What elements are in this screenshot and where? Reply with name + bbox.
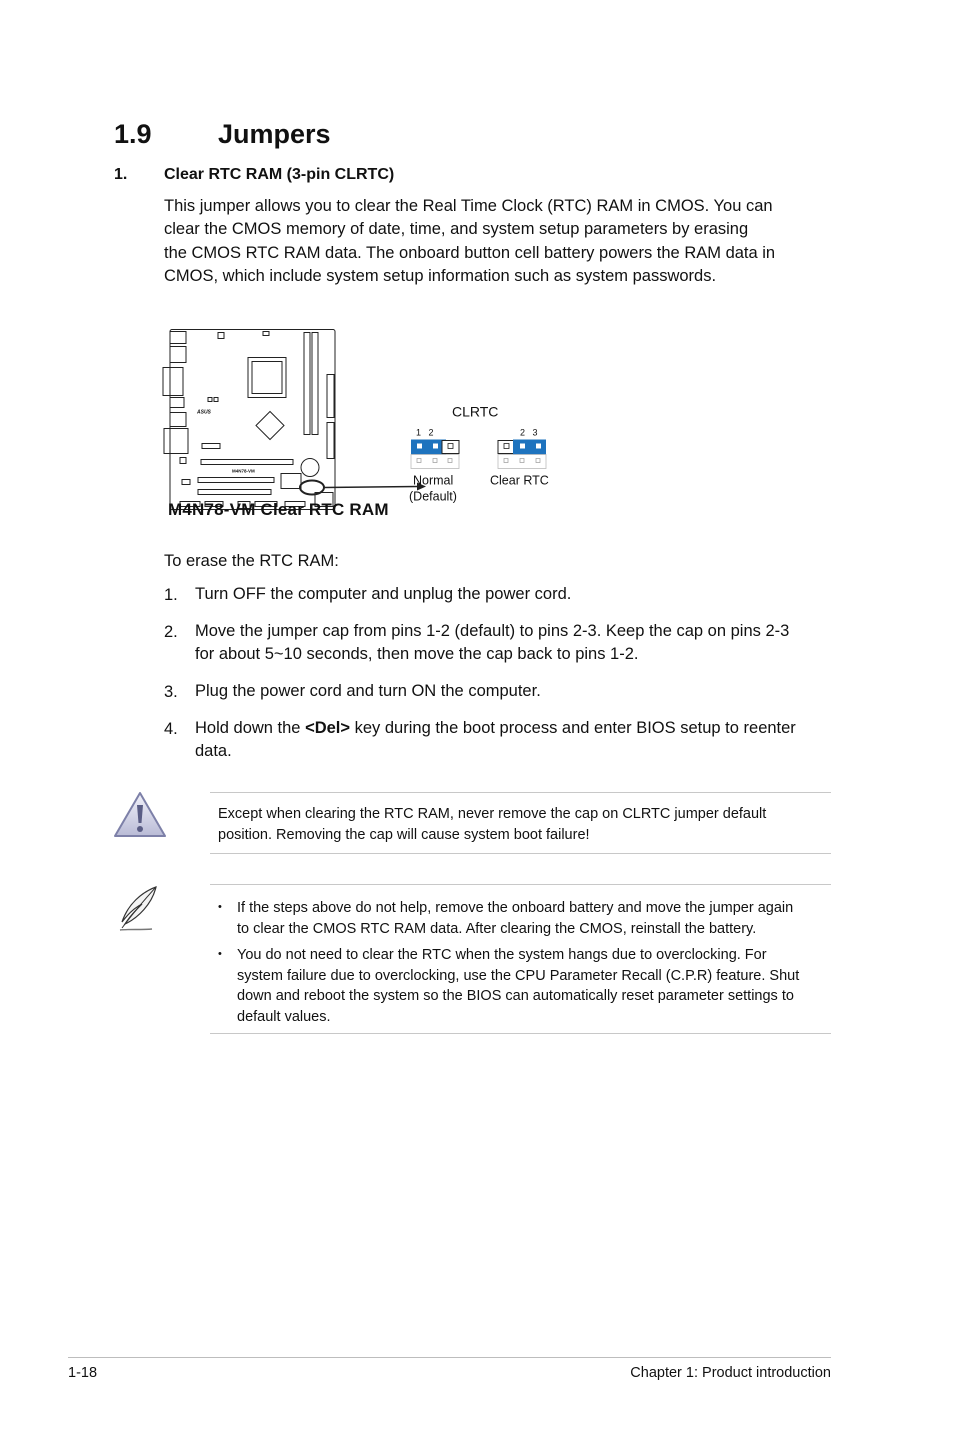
- note-text: [237, 898, 793, 939]
- note-line: If the steps above do not help, remove the onboard battery and move the jumper again: [237, 900, 794, 916]
- jumper-name: CLRTC: [452, 403, 499, 420]
- motherboard-diagram: [163, 330, 335, 510]
- step-text: [195, 680, 541, 703]
- step-text-post: key during the boot process and enter BIOS setup to reenter: [350, 719, 796, 737]
- step-text-pre: Hold down the: [195, 719, 306, 737]
- step-line: Move the jumper cap from pins 1-2 (default) to pins 2-3. Keep the cap on pins 2-3: [195, 622, 790, 640]
- note-line: You do not need to clear the RTC when the system hangs due to overclocking. For: [237, 947, 767, 963]
- clrtc-jumper-figure: [160, 305, 580, 530]
- jumper-clear: [498, 440, 546, 469]
- paragraph-line: the CMOS RTC RAM data. The onboard button cell battery powers the RAM data in: [164, 243, 776, 262]
- page-number: 1-18: [68, 1365, 98, 1381]
- paragraph-line: CMOS, which include system setup information such as system passwords.: [164, 266, 717, 285]
- step-number: 4.: [164, 720, 178, 738]
- item-title: Clear RTC RAM (3-pin CLRTC): [164, 166, 395, 183]
- paragraph-line: clear the CMOS memory of date, time, and system setup parameters by erasing: [164, 220, 749, 239]
- quill-pen-icon: [112, 884, 164, 936]
- step-line: data.: [195, 742, 232, 761]
- note-line: system failure due to overclocking, use the CPU Parameter Recall (C.P.R) feature. Shut: [237, 967, 800, 984]
- clear-pin-numbers: 2 3: [520, 427, 538, 438]
- caution-text: [218, 804, 766, 845]
- item-number: 1.: [114, 166, 128, 183]
- caution-line: position. Removing the cap will cause system boot failure!: [218, 826, 590, 843]
- step-line: Plug the power cord and turn ON the computer.: [195, 682, 541, 700]
- bullet-dot: •: [218, 901, 222, 913]
- step-line: [195, 717, 796, 740]
- caution-line: Except when clearing the RTC RAM, never remove the cap on CLRTC jumper default: [218, 806, 767, 822]
- bullet-dot: •: [218, 948, 222, 960]
- caution-box: [210, 792, 831, 854]
- step-text: [195, 583, 571, 606]
- step-number: 1.: [164, 586, 178, 604]
- board-model-label: M4N78-VM: [232, 468, 255, 474]
- note-line: default values.: [237, 1008, 331, 1025]
- section-title: Jumpers: [218, 119, 331, 149]
- section-number: 1.9: [114, 119, 152, 149]
- jumper-normal: [411, 440, 459, 469]
- board-logo: ASUS: [197, 409, 211, 416]
- step-line: Turn OFF the computer and unplug the power cord.: [195, 585, 572, 603]
- procedure-intro: To erase the RTC RAM:: [164, 552, 339, 570]
- callout-arrow: [324, 487, 418, 488]
- item-description: [164, 195, 824, 288]
- note-box: [210, 884, 831, 1034]
- note-line: down and reboot the system so the BIOS can automatically reset parameter settings to: [237, 988, 794, 1004]
- footer-divider: [68, 1357, 831, 1358]
- figure-caption: M4N78-VM Clear RTC RAM: [168, 500, 389, 519]
- note-line: to clear the CMOS RTC RAM data. After clearing the CMOS, reinstall the battery.: [237, 920, 757, 937]
- normal-label: Normal: [413, 473, 454, 488]
- note-text: [237, 945, 799, 1027]
- step-line: for about 5~10 seconds, then move the cap back to pins 1-2.: [195, 645, 639, 664]
- step-number: 2.: [164, 623, 178, 641]
- chapter-title: Chapter 1: Product introduction: [630, 1365, 831, 1381]
- normal-sublabel: (Default): [409, 489, 457, 504]
- warning-triangle-icon: [112, 790, 168, 840]
- step-text: [195, 620, 789, 667]
- del-key: <Del>: [305, 719, 351, 737]
- clear-label: Clear RTC: [490, 473, 549, 488]
- step-text: [195, 717, 796, 764]
- step-number: 3.: [164, 683, 178, 701]
- paragraph-line: This jumper allows you to clear the Real Time Clock (RTC) RAM in CMOS. You can: [164, 197, 773, 215]
- normal-pin-numbers: 1 2: [416, 427, 434, 438]
